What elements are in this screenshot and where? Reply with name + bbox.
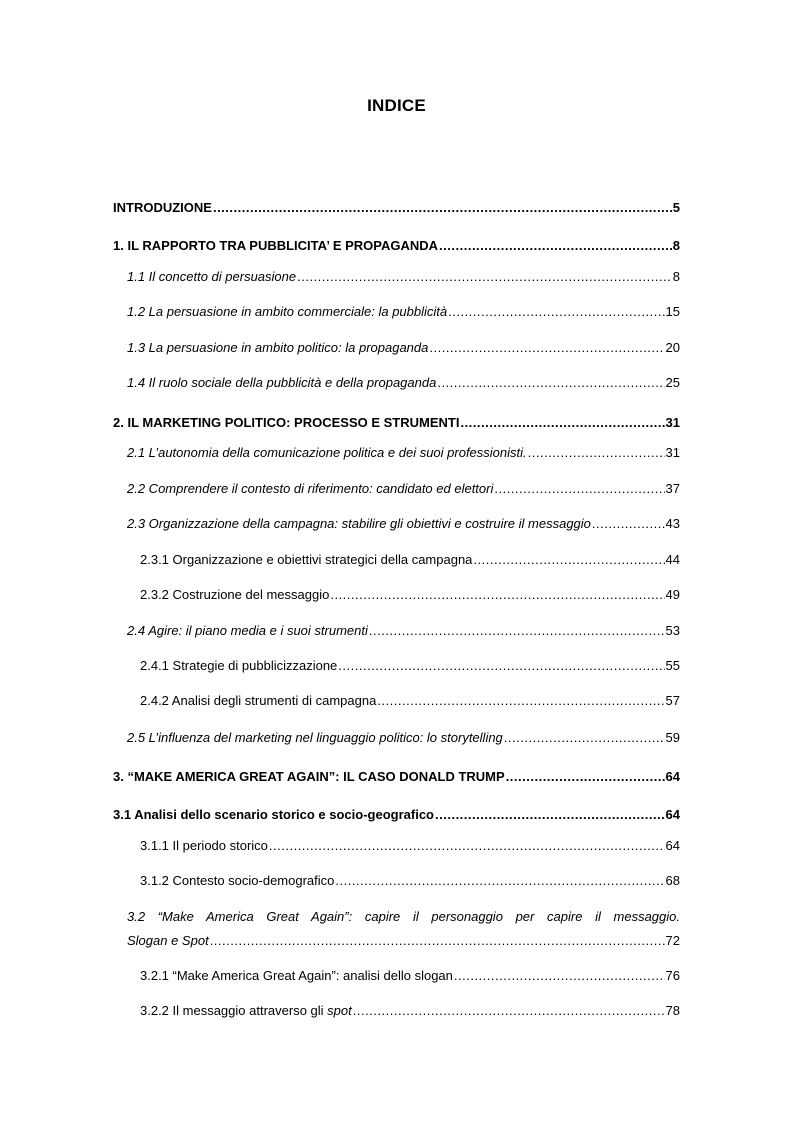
toc-entry-page: 31 xyxy=(665,445,680,460)
toc-entry-page: 76 xyxy=(665,968,680,983)
toc-entry-page: 78 xyxy=(665,1003,680,1018)
toc-entry[interactable] xyxy=(113,414,680,432)
toc-entry[interactable] xyxy=(140,586,680,604)
toc-entry[interactable] xyxy=(127,374,680,392)
toc-entry-page: 5 xyxy=(672,200,680,215)
dot-leader xyxy=(213,199,672,217)
toc-entry[interactable] xyxy=(113,237,680,255)
toc-entry[interactable] xyxy=(140,1002,680,1020)
dot-leader xyxy=(460,414,664,432)
toc-entry-line-2[interactable] xyxy=(127,932,680,950)
toc-entry[interactable] xyxy=(127,339,680,357)
toc-entry-label: 3.2.1 “Make America Great Again”: analisi dello slogan xyxy=(140,968,453,983)
toc-entry-label: 2.3 Organizzazione della campagna: stabilire gli obiettivi e costruire il messaggio xyxy=(127,516,591,531)
toc-entry-label: 1.1 Il concetto di persuasione xyxy=(127,269,297,284)
toc-entry[interactable] xyxy=(113,199,680,217)
dot-leader xyxy=(338,657,664,675)
toc-entry[interactable] xyxy=(127,268,680,286)
toc-entry[interactable] xyxy=(140,657,680,675)
toc-entry-page: 37 xyxy=(665,481,680,496)
dot-leader xyxy=(473,551,664,569)
toc-entry-page: 64 xyxy=(665,769,680,784)
toc-entry-page: 15 xyxy=(665,304,680,319)
toc-entry-page: 64 xyxy=(665,807,680,822)
dot-leader xyxy=(448,303,664,321)
toc-entry-label: 2.5 L’influenza del marketing nel linguaggio politico: lo storytelling xyxy=(127,730,503,745)
toc-entry[interactable] xyxy=(127,515,680,533)
toc-entry-page: 64 xyxy=(665,838,680,853)
toc-entry[interactable] xyxy=(127,622,680,640)
toc-entry-label: 3.1.2 Contesto socio-demografico xyxy=(140,873,335,888)
toc-entry-label: 3. “MAKE AMERICA GREAT AGAIN”: IL CASO DONALD TRUMP xyxy=(113,769,505,784)
toc-entry[interactable] xyxy=(127,480,680,498)
toc-entry[interactable] xyxy=(127,303,680,321)
toc-entry[interactable] xyxy=(140,837,680,855)
dot-leader xyxy=(429,339,664,357)
dot-leader xyxy=(454,967,665,985)
toc-entry[interactable] xyxy=(140,692,680,710)
dot-leader xyxy=(210,932,665,950)
toc-entry-label: 2.4.1 Strategie di pubblicizzazione xyxy=(140,658,338,673)
dot-leader xyxy=(494,480,664,498)
toc-entry-line-1[interactable] xyxy=(127,908,680,926)
toc-entry[interactable] xyxy=(127,729,680,747)
toc-entry-label: 1.2 La persuasione in ambito commerciale: la pubblicità xyxy=(127,304,448,319)
toc-entry[interactable] xyxy=(140,551,680,569)
toc-entry[interactable] xyxy=(113,806,680,824)
dot-leader xyxy=(335,872,664,890)
toc-entry-label: 2.4.2 Analisi degli strumenti di campagna xyxy=(140,693,377,708)
dot-leader xyxy=(437,374,664,392)
toc-entry-label: 1.3 La persuasione in ambito politico: la propaganda xyxy=(127,340,429,355)
dot-leader xyxy=(506,768,665,786)
toc-entry[interactable] xyxy=(127,444,680,462)
dot-leader xyxy=(439,237,672,255)
toc-entry-page: 72 xyxy=(665,933,680,948)
toc-entry-page: 55 xyxy=(665,658,680,673)
toc-entry-label: 2. IL MARKETING POLITICO: PROCESSO E STRUMENTI xyxy=(113,415,460,430)
toc-entry-page: 53 xyxy=(665,623,680,638)
dot-leader xyxy=(435,806,665,824)
dot-leader xyxy=(369,622,665,640)
toc-entry-label xyxy=(140,1002,352,1020)
toc-entry-label: 3.1.1 Il periodo storico xyxy=(140,838,268,853)
toc-entry-label: 1. IL RAPPORTO TRA PUBBLICITA’ E PROPAGANDA xyxy=(113,238,439,253)
toc-entry-page: 57 xyxy=(665,693,680,708)
toc-entry-page: 31 xyxy=(665,415,680,430)
toc-entry-label: 2.3.2 Costruzione del messaggio xyxy=(140,587,330,602)
toc-entry-page: 43 xyxy=(665,516,680,531)
toc-entry-page: 49 xyxy=(665,587,680,602)
dot-leader xyxy=(377,692,664,710)
toc-entry-label: 2.3.1 Organizzazione e obiettivi strategici della campagna xyxy=(140,552,473,567)
toc-entry-label-text: 3.2.2 Il messaggio attraverso gli xyxy=(140,1003,328,1018)
toc-entry-label: 2.2 Comprendere il contesto di riferimento: candidato ed elettori xyxy=(127,481,494,496)
dot-leader xyxy=(297,268,672,286)
dot-leader xyxy=(353,1002,665,1020)
toc-entry-page: 8 xyxy=(672,238,680,253)
dot-leader xyxy=(504,729,665,747)
toc-entry-label: 1.4 Il ruolo sociale della pubblicità e della propaganda xyxy=(127,375,437,390)
toc-entry[interactable] xyxy=(113,768,680,786)
toc-entry-page: 59 xyxy=(665,730,680,745)
toc-entry-label: 3.2 “Make America Great Again”: capire il personaggio per capire il messaggio. xyxy=(127,909,680,924)
toc-entry-page: 25 xyxy=(665,375,680,390)
toc-entry-label: 2.1 L’autonomia della comunicazione politica e dei suoi professionisti. xyxy=(127,445,527,460)
dot-leader xyxy=(528,444,665,462)
toc-entry-label: INTRODUZIONE xyxy=(113,200,212,215)
dot-leader xyxy=(269,837,665,855)
toc-entry-label: 3.1 Analisi dello scenario storico e socio-geografico xyxy=(113,807,435,822)
toc-entry-label: Slogan e Spot xyxy=(127,933,209,948)
dot-leader xyxy=(330,586,664,604)
toc-entry-page: 8 xyxy=(672,269,680,284)
toc-entry-page: 20 xyxy=(665,340,680,355)
page-title: INDICE xyxy=(367,96,426,115)
toc-entry-page: 68 xyxy=(665,873,680,888)
toc-entry-label: 2.4 Agire: il piano media e i suoi strumenti xyxy=(127,623,368,638)
toc-entry-page: 44 xyxy=(665,552,680,567)
toc-entry-label-emphasis: spot xyxy=(327,1003,352,1018)
dot-leader xyxy=(592,515,665,533)
toc-entry[interactable] xyxy=(140,967,680,985)
toc-entry[interactable] xyxy=(140,872,680,890)
